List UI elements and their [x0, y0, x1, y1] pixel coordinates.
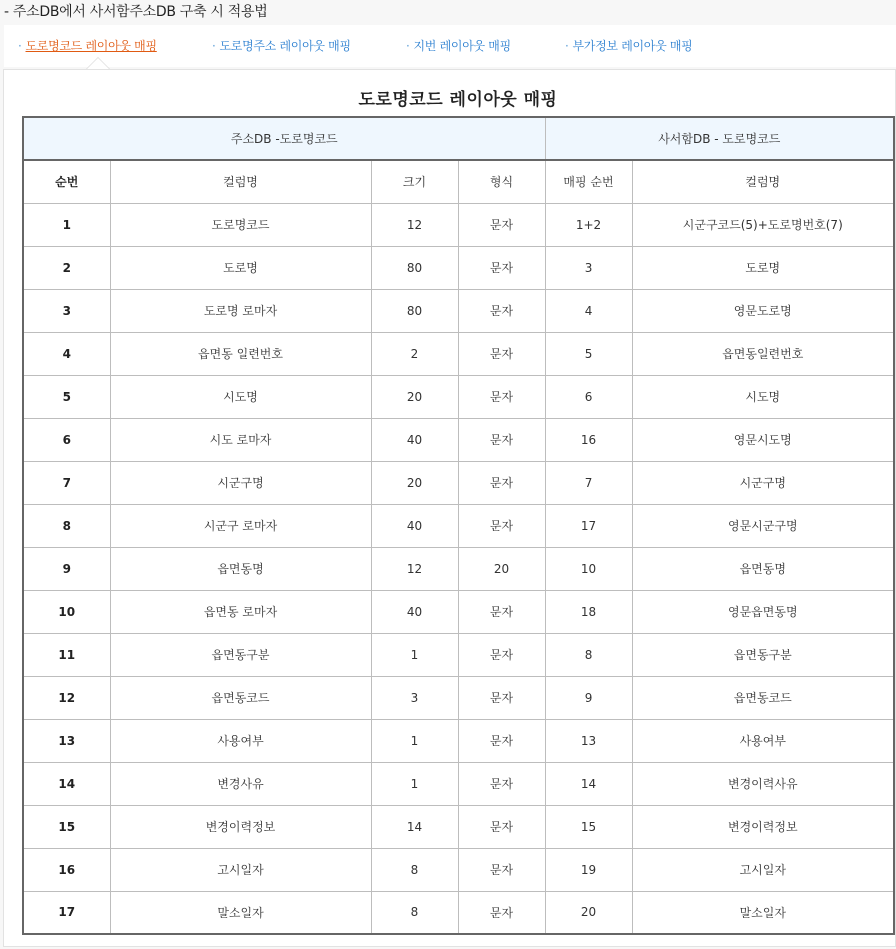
cell-map-name: 시군구코드(5)+도로명번호(7)	[632, 203, 894, 246]
column-header-size: 크기	[371, 160, 458, 203]
cell-map-name: 고시일자	[632, 848, 894, 891]
cell-map-seq: 8	[545, 633, 632, 676]
cell-map-name: 읍면동코드	[632, 676, 894, 719]
cell-name: 읍면동코드	[110, 676, 371, 719]
cell-seq: 16	[23, 848, 110, 891]
cell-type: 문자	[458, 203, 545, 246]
cell-name: 시군구 로마자	[110, 504, 371, 547]
cell-type: 문자	[458, 289, 545, 332]
table-row	[23, 590, 894, 633]
cell-name: 도로명 로마자	[110, 289, 371, 332]
table-row	[23, 375, 894, 418]
table-row	[23, 719, 894, 762]
bullet-icon: ·	[212, 39, 216, 53]
cell-map-seq: 15	[545, 805, 632, 848]
cell-map-seq: 5	[545, 332, 632, 375]
table-row	[23, 504, 894, 547]
cell-name: 읍면동 일련번호	[110, 332, 371, 375]
column-header-type: 형식	[458, 160, 545, 203]
cell-seq: 2	[23, 246, 110, 289]
cell-type: 문자	[458, 418, 545, 461]
cell-map-name: 말소일자	[632, 891, 894, 934]
cell-type: 문자	[458, 375, 545, 418]
cell-seq: 4	[23, 332, 110, 375]
cell-map-seq: 16	[545, 418, 632, 461]
cell-map-seq: 18	[545, 590, 632, 633]
tab-label: 지번 레이아웃 매핑	[413, 39, 511, 53]
cell-size: 8	[371, 891, 458, 934]
page-heading: - 주소DB에서 사서함주소DB 구축 시 적용법	[4, 4, 268, 20]
cell-seq: 13	[23, 719, 110, 762]
cell-seq: 8	[23, 504, 110, 547]
table-row	[23, 547, 894, 590]
cell-map-seq: 13	[545, 719, 632, 762]
cell-map-seq: 10	[545, 547, 632, 590]
cell-name: 읍면동구분	[110, 633, 371, 676]
cell-map-seq: 17	[545, 504, 632, 547]
cell-map-seq: 20	[545, 891, 632, 934]
table-row	[23, 848, 894, 891]
tab-label: 부가정보 레이아웃 매핑	[572, 39, 693, 53]
cell-type: 문자	[458, 246, 545, 289]
table-row	[23, 289, 894, 332]
group-header-pobox-db: 사서함DB - 도로명코드	[545, 117, 894, 160]
cell-map-name: 영문읍면동명	[632, 590, 894, 633]
cell-map-name: 읍면동구분	[632, 633, 894, 676]
cell-map-seq: 19	[545, 848, 632, 891]
table-body	[23, 203, 894, 934]
column-header-seq: 순번	[23, 160, 110, 203]
cell-map-name: 읍면동명	[632, 547, 894, 590]
cell-type: 문자	[458, 461, 545, 504]
cell-map-seq: 7	[545, 461, 632, 504]
cell-size: 12	[371, 203, 458, 246]
tab-additional-info-layout[interactable]	[565, 37, 692, 54]
cell-type: 문자	[458, 676, 545, 719]
column-header-name: 컬럼명	[110, 160, 371, 203]
cell-size: 12	[371, 547, 458, 590]
mapping-table	[22, 116, 895, 935]
cell-map-name: 시도명	[632, 375, 894, 418]
cell-size: 1	[371, 719, 458, 762]
cell-seq: 10	[23, 590, 110, 633]
table-row	[23, 676, 894, 719]
bullet-icon: ·	[406, 39, 410, 53]
table-row	[23, 891, 894, 934]
cell-size: 40	[371, 504, 458, 547]
table-row	[23, 246, 894, 289]
cell-name: 읍면동명	[110, 547, 371, 590]
cell-size: 2	[371, 332, 458, 375]
tab-road-address-layout[interactable]	[212, 37, 351, 54]
cell-type: 20	[458, 547, 545, 590]
cell-map-seq: 14	[545, 762, 632, 805]
tab-road-code-layout[interactable]	[18, 37, 157, 54]
cell-map-seq: 3	[545, 246, 632, 289]
cell-seq: 17	[23, 891, 110, 934]
tab-bar	[4, 25, 896, 67]
cell-map-name: 읍면동일련번호	[632, 332, 894, 375]
cell-type: 문자	[458, 332, 545, 375]
cell-seq: 1	[23, 203, 110, 246]
cell-map-name: 사용여부	[632, 719, 894, 762]
cell-map-name: 도로명	[632, 246, 894, 289]
cell-map-seq: 9	[545, 676, 632, 719]
cell-size: 1	[371, 762, 458, 805]
table-row	[23, 203, 894, 246]
cell-seq: 7	[23, 461, 110, 504]
group-header-address-db: 주소DB -도로명코드	[23, 117, 545, 160]
table-row	[23, 633, 894, 676]
table-row	[23, 461, 894, 504]
cell-name: 시군구명	[110, 461, 371, 504]
table-row	[23, 805, 894, 848]
cell-type: 문자	[458, 848, 545, 891]
tab-lot-number-layout[interactable]	[406, 37, 511, 54]
cell-type: 문자	[458, 762, 545, 805]
cell-seq: 5	[23, 375, 110, 418]
tab-label: 도로명코드 레이아웃 매핑	[25, 39, 157, 53]
cell-type: 문자	[458, 633, 545, 676]
cell-type: 문자	[458, 805, 545, 848]
cell-seq: 11	[23, 633, 110, 676]
cell-type: 문자	[458, 891, 545, 934]
cell-size: 1	[371, 633, 458, 676]
cell-size: 80	[371, 246, 458, 289]
cell-name: 읍면동 로마자	[110, 590, 371, 633]
cell-type: 문자	[458, 719, 545, 762]
cell-seq: 3	[23, 289, 110, 332]
cell-name: 도로명코드	[110, 203, 371, 246]
cell-size: 20	[371, 461, 458, 504]
cell-map-seq: 6	[545, 375, 632, 418]
cell-name: 사용여부	[110, 719, 371, 762]
cell-size: 40	[371, 418, 458, 461]
table-row	[23, 762, 894, 805]
cell-name: 고시일자	[110, 848, 371, 891]
cell-map-name: 변경이력사유	[632, 762, 894, 805]
cell-type: 문자	[458, 590, 545, 633]
cell-name: 시도 로마자	[110, 418, 371, 461]
cell-map-name: 영문시군구명	[632, 504, 894, 547]
cell-seq: 9	[23, 547, 110, 590]
cell-size: 8	[371, 848, 458, 891]
cell-size: 14	[371, 805, 458, 848]
cell-seq: 6	[23, 418, 110, 461]
table-row	[23, 418, 894, 461]
tab-label: 도로명주소 레이아웃 매핑	[219, 39, 351, 53]
cell-size: 3	[371, 676, 458, 719]
cell-size: 40	[371, 590, 458, 633]
cell-map-seq: 4	[545, 289, 632, 332]
table-title: 도로명코드 레이아웃 매핑	[358, 90, 558, 110]
cell-name: 말소일자	[110, 891, 371, 934]
active-tab-pointer-icon	[86, 57, 110, 69]
cell-seq: 12	[23, 676, 110, 719]
column-header-map-name: 컬럼명	[632, 160, 894, 203]
cell-size: 80	[371, 289, 458, 332]
cell-name: 변경이력정보	[110, 805, 371, 848]
cell-seq: 14	[23, 762, 110, 805]
column-header-map-seq: 매핑 순번	[545, 160, 632, 203]
bullet-icon: ·	[18, 39, 22, 53]
cell-map-name: 영문도로명	[632, 289, 894, 332]
cell-map-seq: 1+2	[545, 203, 632, 246]
cell-seq: 15	[23, 805, 110, 848]
cell-size: 20	[371, 375, 458, 418]
cell-name: 도로명	[110, 246, 371, 289]
cell-map-name: 영문시도명	[632, 418, 894, 461]
cell-name: 시도명	[110, 375, 371, 418]
table-row	[23, 332, 894, 375]
cell-map-name: 시군구명	[632, 461, 894, 504]
cell-name: 변경사유	[110, 762, 371, 805]
cell-type: 문자	[458, 504, 545, 547]
cell-map-name: 변경이력정보	[632, 805, 894, 848]
bullet-icon: ·	[565, 39, 569, 53]
